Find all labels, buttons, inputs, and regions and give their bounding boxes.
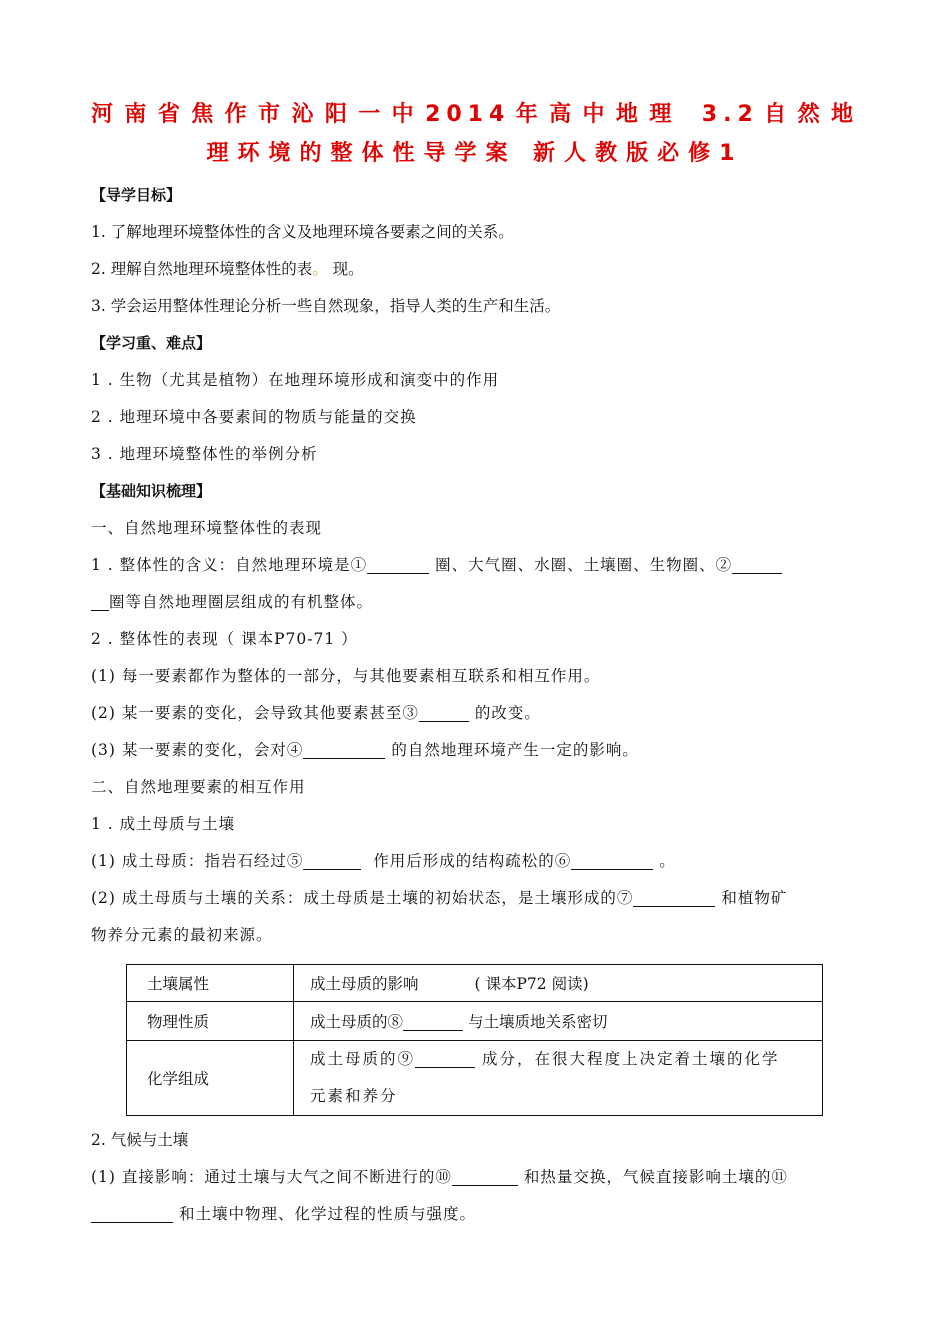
table-row2-b: 成分，在很大程度上决定着土壤的化学 <box>481 1050 780 1068</box>
table-row1-effect <box>294 1002 823 1041</box>
blank-7[interactable] <box>633 888 715 907</box>
s1-item-1-b: 圈、大气圈、水圈、土壤圈、生物圈、② <box>435 556 733 574</box>
blank-8[interactable] <box>403 1012 463 1031</box>
title-line-1: 河南省焦作市沁阳一中2014年高中地理 3.2自然地 <box>91 102 859 127</box>
blank-10[interactable] <box>452 1167 518 1186</box>
blank-3[interactable] <box>419 703 469 722</box>
blank-4[interactable] <box>303 740 385 759</box>
soil-parent-material-table <box>126 964 823 1116</box>
keypoint-item-3: 3 . 地理环境整体性的举例分析 <box>91 445 318 463</box>
table-row <box>127 1041 823 1116</box>
document-title <box>91 95 859 173</box>
table-header-ref: ( 课本P72 阅读) <box>474 975 589 993</box>
s2-item-2-1-c: 和土壤中物理、化学过程的性质与强度。 <box>178 1205 476 1223</box>
table-row1-b: 与土壤质地关系密切 <box>467 1013 608 1031</box>
goal-item-1: 1. 了解地理环境整体性的含义及地理环境各要素之间的关系。 <box>91 223 514 241</box>
title-line-2: 理环境的整体性导学案 新人教版必修1 <box>206 141 744 166</box>
blank-5[interactable] <box>303 851 361 870</box>
document-page <box>91 95 859 1233</box>
basics-heading: 【基础知识梳理】 <box>91 482 212 500</box>
s1-item-1-a: 1 . 整体性的含义：自然地理环境是① <box>91 556 368 574</box>
keypoint-item-1: 1 . 生物（尤其是植物）在地理环境形成和演变中的作用 <box>91 371 500 389</box>
section-1-heading: 一、自然地理环境整体性的表现 <box>91 519 323 537</box>
s2-item-2-1-b: 和热量交换，气候直接影响土壤的⑪ <box>523 1168 788 1186</box>
table-row2-c: 元素和养分 <box>310 1087 398 1105</box>
s2-item-1-1 <box>91 843 859 880</box>
s1-item-2-3-b: 的自然地理环境产生一定的影响。 <box>391 741 639 759</box>
s1-item-2: 2 . 整体性的表现（ 课本P70-71 ） <box>91 630 358 648</box>
s2-item-1-1-c: 。 <box>659 852 676 870</box>
table-header-effect <box>294 965 823 1002</box>
blank-1[interactable] <box>367 555 429 574</box>
s2-item-2-1-a: (1) 直接影响：通过土壤与大气之间不断进行的⑩ <box>91 1168 452 1186</box>
table-row2-a: 成土母质的⑨ <box>310 1050 416 1068</box>
s2-item-1-2-cont: 物养分元素的最初来源。 <box>91 926 273 944</box>
s2-item-1-2 <box>91 880 859 917</box>
s2-item-1-2-a: (2) 成土母质与土壤的关系：成土母质是土壤的初始状态，是土壤形成的⑦ <box>91 889 634 907</box>
goal-item-2-tail: 现。 <box>332 260 364 278</box>
table-row2-attr: 化学组成 <box>127 1041 294 1116</box>
s1-item-2-2-b: 的改变。 <box>474 704 541 722</box>
s1-item-2-2 <box>91 695 859 732</box>
s2-item-2-1 <box>91 1159 859 1196</box>
s2-item-1-1-b: 作用后形成的结构疏松的⑥ <box>373 852 572 870</box>
blank-11[interactable] <box>91 1204 173 1223</box>
goal-item-2-dot: 。 <box>312 260 328 278</box>
blank-2a[interactable] <box>732 555 782 574</box>
goal-item-2 <box>91 251 859 288</box>
goals-heading: 【导学目标】 <box>91 186 182 204</box>
goal-item-3: 3. 学会运用整体性理论分析一些自然现象，指导人类的生产和生活。 <box>91 297 561 315</box>
goal-item-2-text: 2. 理解自然地理环境整体性的表 <box>91 260 313 278</box>
s2-item-1: 1 . 成土母质与土壤 <box>91 815 236 833</box>
s2-item-1-1-a: (1) 成土母质：指岩石经过⑤ <box>91 852 304 870</box>
blank-9[interactable] <box>415 1049 475 1068</box>
table-row2-effect <box>294 1041 823 1116</box>
section-2-heading: 二、自然地理要素的相互作用 <box>91 778 306 796</box>
blank-6[interactable] <box>571 851 653 870</box>
table-header-effect-text: 成土母质的影响 <box>310 975 419 993</box>
s1-item-1-cont <box>91 584 859 621</box>
table-row1-a: 成土母质的⑧ <box>310 1013 404 1031</box>
s1-item-2-1: (1) 每一要素都作为整体的一部分，与其他要素相互联系和相互作用。 <box>91 667 601 685</box>
s1-item-2-3-a: (3) 某一要素的变化，会对④ <box>91 741 304 759</box>
s2-item-2-1-cont <box>91 1196 859 1233</box>
table-row1-attr: 物理性质 <box>127 1002 294 1041</box>
s1-item-2-3 <box>91 732 859 769</box>
keypoint-item-2: 2 . 地理环境中各要素间的物质与能量的交换 <box>91 408 417 426</box>
s1-item-1 <box>91 547 859 584</box>
keypoints-heading: 【学习重、难点】 <box>91 334 212 352</box>
s2-item-2: 2. 气候与土壤 <box>91 1131 189 1149</box>
table-row <box>127 965 823 1002</box>
s1-item-1-c: 圈等自然地理圈层组成的有机整体。 <box>109 593 374 611</box>
s1-item-2-2-a: (2) 某一要素的变化，会导致其他要素甚至③ <box>91 704 419 722</box>
blank-2b[interactable] <box>91 592 109 611</box>
s2-item-1-2-b: 和植物矿 <box>721 889 788 907</box>
table-header-attr: 土壤属性 <box>127 965 294 1002</box>
table-row <box>127 1002 823 1041</box>
